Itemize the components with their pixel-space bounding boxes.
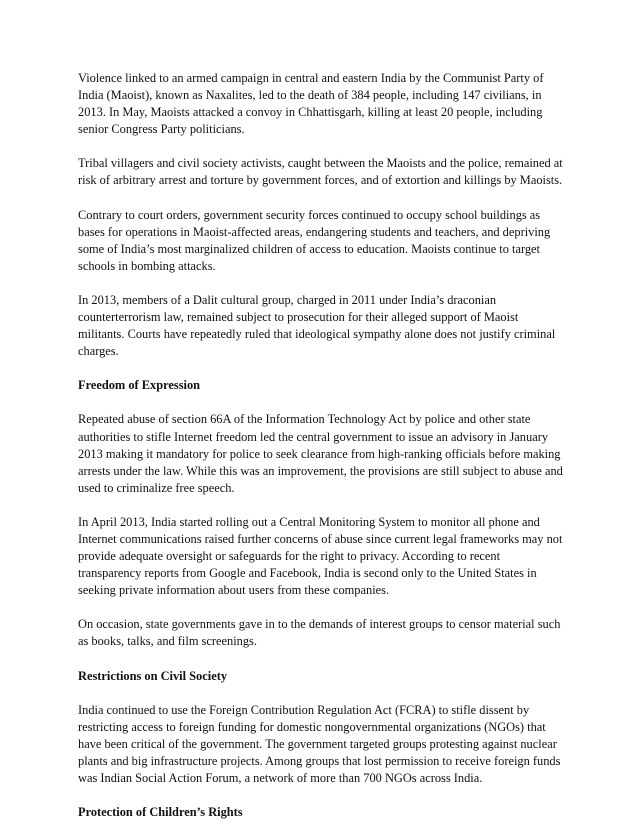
paragraph-tribal-villagers: Tribal villagers and civil society activists, caught between the Maoists and the police, remained at risk of arbitrary arrest and torture by government forces, and of extortion and killings by Maoists.: [78, 156, 563, 188]
heading-restrictions-civil-society: Restrictions on Civil Society: [78, 668, 228, 683]
heading-childrens-rights: Protection of Children’s Rights: [78, 805, 243, 820]
paragraph-dalit-cultural-group: In 2013, members of a Dalit cultural group, charged in 2011 under India’s draconian counterterrorism law, remained subject to prosecution for their alleged support of Maoist militants. Courts have repeatedly ruled that ideological sympathy alone does not justify criminal charges.: [78, 292, 556, 359]
document-page: [78, 70, 563, 838]
paragraph-section-66a: Repeated abuse of section 66A of the Information Technology Act by police and other state authorities to stifle Internet freedom led the central government to issue an advisory in January 2013 making it mandatory for police to seek clearance from high-ranking officials before making arrests under the law. While this was an improvement, the provisions are still subject to abuse and used to criminalize free speech.: [78, 412, 563, 495]
paragraph-school-occupation: Contrary to court orders, government security forces continued to occupy school buildings as bases for operations in Maoist-affected areas, endangering students and teachers, and depriving some of India’s most marginalized children of access to education. Maoists continue to target schools in bombing attacks.: [78, 207, 551, 273]
paragraph-central-monitoring-system: In April 2013, India started rolling out a Central Monitoring System to monitor all phone and Internet communications raised further concerns of abuse since current legal frameworks may not provide adequate oversight or safeguards for the right to privacy. According to recent transparency reports from Google and Facebook, India is second only to the United States in seeking private information about users from these companies.: [78, 514, 563, 598]
paragraph-fcra: India continued to use the Foreign Contribution Regulation Act (FCRA) to stifle dissent by restricting access to foreign funding for domestic nongovernmental organizations (NGOs) that have been critical of the government. The government targeted groups protesting against nuclear plants and big infrastructure projects. Among groups that lost permission to receive foreign funds was Indian Social Action Forum, a network of more than 700 NGOs across India.: [78, 702, 561, 785]
paragraph-censorship: On occasion, state governments gave in to the demands of interest groups to censor material such as books, talks, and film screenings.: [78, 617, 561, 649]
paragraph-naxalite-violence: Violence linked to an armed campaign in central and eastern India by the Communist Party of India (Maoist), known as Naxalites, led to the death of 384 people, including 147 civilians, in 2013. In May, Maoists attacked a convoy in Chhattisgarh, killing at least 20 people, including senior Congress Party politicians.: [78, 71, 544, 137]
heading-freedom-of-expression: Freedom of Expression: [78, 378, 201, 393]
